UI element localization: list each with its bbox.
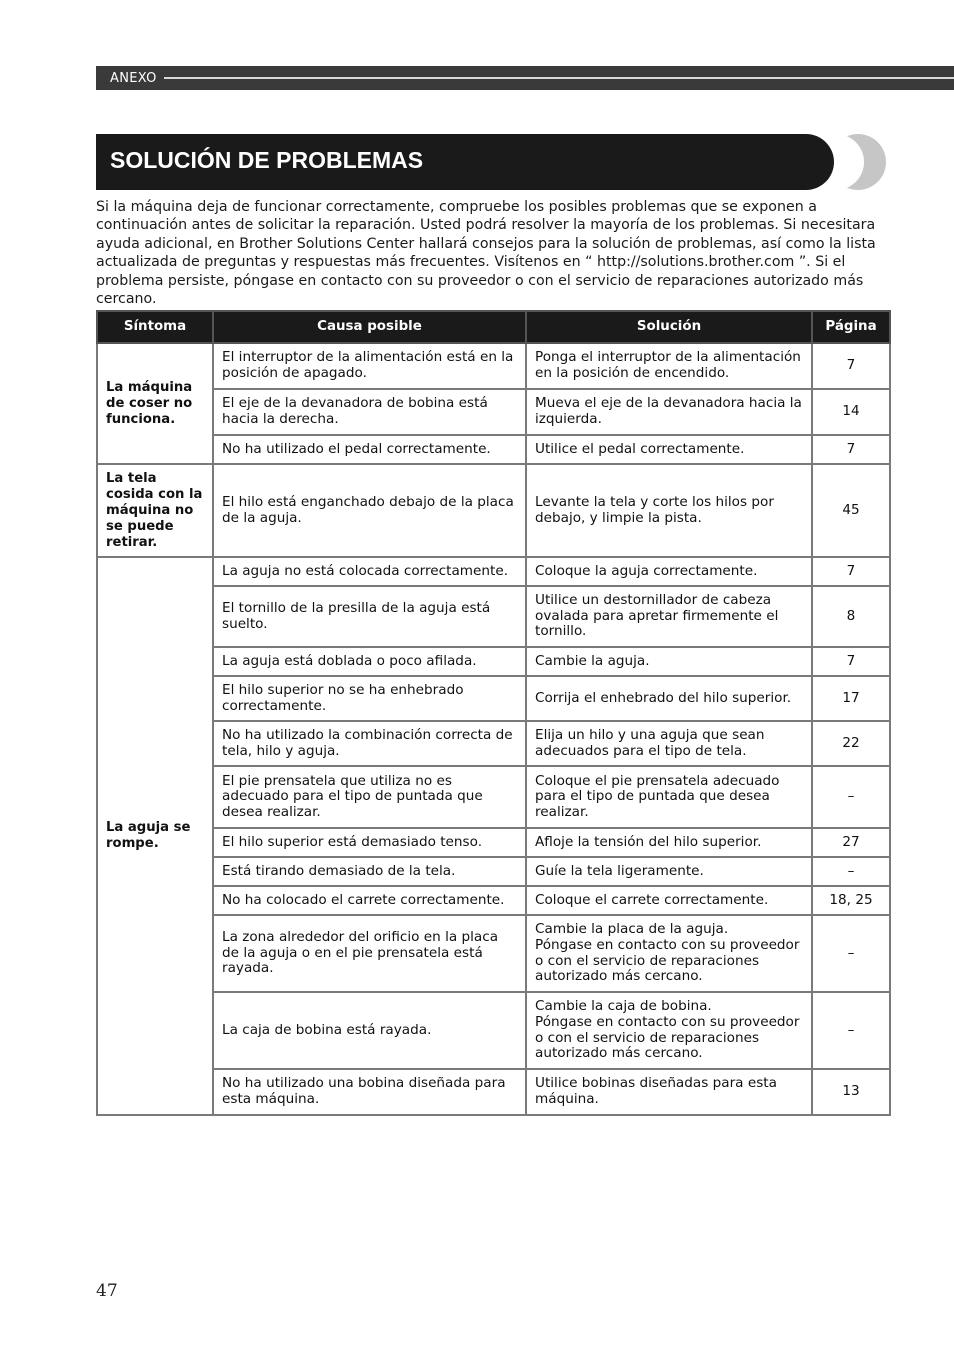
page-cell: – [812,992,890,1069]
table-row [97,828,890,857]
symptom-cell: La aguja se rompe. [97,557,213,1115]
header-symptom: Síntoma [97,311,213,343]
solution-cell: Coloque el pie prensatela adecuado para el tipo de puntada que desea realizar. [526,766,812,828]
cause-cell: Está tirando demasiado de la tela. [213,857,526,886]
page-cell: 27 [812,828,890,857]
intro-paragraph: Si la máquina deja de funcionar correctamente, compruebe los posibles problemas que se exponen a continuación antes de solicitar la reparación. Usted podrá resolver la mayoría de los problemas. Si necesitara ayuda adicional, en Brother Solutions Center hallará consejos para la solución de problemas, así como la lista actualizada de preguntas y respuestas más frecuentes. Visítenos en “ http://solutions.brother.com ”. Si el problema persiste, póngase en contacto con su proveedor o con el servicio de reparaciones autorizado más cercano. [96,199,876,308]
section-label: ANEXO [110,71,157,86]
table-row [97,435,890,464]
page-cell: – [812,857,890,886]
symptom-cell: La tela cosida con la máquina no se puede retirar. [97,464,213,557]
page-cell: – [812,915,890,992]
table-row [97,915,890,992]
solution-cell: Coloque el carrete correctamente. [526,886,812,915]
cause-cell: La caja de bobina está rayada. [213,992,526,1069]
cause-cell: El hilo superior no se ha enhebrado correctamente. [213,676,526,721]
header-cause: Causa posible [213,311,526,343]
page-cell: – [812,766,890,828]
title-banner [96,134,888,190]
table-row [97,886,890,915]
cause-cell: No ha utilizado la combinación correcta de tela, hilo y aguja. [213,721,526,766]
page-cell: 22 [812,721,890,766]
cause-cell: El pie prensatela que utiliza no es adecuado para el tipo de puntada que desea realizar. [213,766,526,828]
page-cell: 45 [812,464,890,557]
solution-cell: Utilice el pedal correctamente. [526,435,812,464]
troubleshooting-table [96,310,891,1116]
cause-cell: No ha colocado el carrete correctamente. [213,886,526,915]
page-cell: 8 [812,586,890,647]
cause-cell: El tornillo de la presilla de la aguja está suelto. [213,586,526,647]
section-header-bar [96,66,954,90]
cause-cell: No ha utilizado el pedal correctamente. [213,435,526,464]
cause-cell: El hilo superior está demasiado tenso. [213,828,526,857]
symptom-cell: La máquina de coser no funciona. [97,343,213,464]
page-cell: 13 [812,1069,890,1115]
page-cell: 7 [812,647,890,676]
table-row [97,721,890,766]
solution-cell: Corrija el enhebrado del hilo superior. [526,676,812,721]
cause-cell: El hilo está enganchado debajo de la placa de la aguja. [213,464,526,557]
solution-cell: Utilice bobinas diseñadas para esta máquina. [526,1069,812,1115]
page-cell: 14 [812,389,890,435]
page-cell: 7 [812,557,890,586]
page-number: 47 [96,1281,118,1301]
cause-cell: El eje de la devanadora de bobina está hacia la derecha. [213,389,526,435]
table-row [97,1069,890,1115]
solution-cell: Cambie la placa de la aguja. Póngase en contacto con su proveedor o con el servicio de reparaciones autorizado más cercano. [526,915,812,992]
cause-cell: No ha utilizado una bobina diseñada para esta máquina. [213,1069,526,1115]
table-body [97,343,890,1115]
table-row [97,343,890,389]
solution-cell: Guíe la tela ligeramente. [526,857,812,886]
page-cell: 7 [812,343,890,389]
table-row [97,389,890,435]
cause-cell: El interruptor de la alimentación está en la posición de apagado. [213,343,526,389]
table-row [97,464,890,557]
header-solution: Solución [526,311,812,343]
solution-cell: Elija un hilo y una aguja que sean adecuados para el tipo de tela. [526,721,812,766]
page-cell: 18, 25 [812,886,890,915]
table-row [97,676,890,721]
title-band [96,134,834,190]
cause-cell: La zona alrededor del orificio en la placa de la aguja o en el pie prensatela está rayada. [213,915,526,992]
table-row [97,766,890,828]
header-page: Página [812,311,890,343]
solution-cell: Cambie la caja de bobina. Póngase en contacto con su proveedor o con el servicio de reparaciones autorizado más cercano. [526,992,812,1069]
solution-cell: Levante la tela y corte los hilos por debajo, y limpie la pista. [526,464,812,557]
solution-cell: Ponga el interruptor de la alimentación en la posición de encendido. [526,343,812,389]
solution-cell: Cambie la aguja. [526,647,812,676]
table-row [97,857,890,886]
table-row [97,586,890,647]
header-rule [164,77,954,79]
cause-cell: La aguja no está colocada correctamente. [213,557,526,586]
page-cell: 7 [812,435,890,464]
solution-cell: Utilice un destornillador de cabeza ovalada para apretar firmemente el tornillo. [526,586,812,647]
page-cell: 17 [812,676,890,721]
cause-cell: La aguja está doblada o poco afilada. [213,647,526,676]
table-row [97,647,890,676]
table-row [97,557,890,586]
table-header-row [97,311,890,343]
solution-cell: Afloje la tensión del hilo superior. [526,828,812,857]
solution-cell: Mueva el eje de la devanadora hacia la izquierda. [526,389,812,435]
solution-cell: Coloque la aguja correctamente. [526,557,812,586]
page-title: SOLUCIÓN DE PROBLEMAS [110,147,424,173]
table-row [97,992,890,1069]
